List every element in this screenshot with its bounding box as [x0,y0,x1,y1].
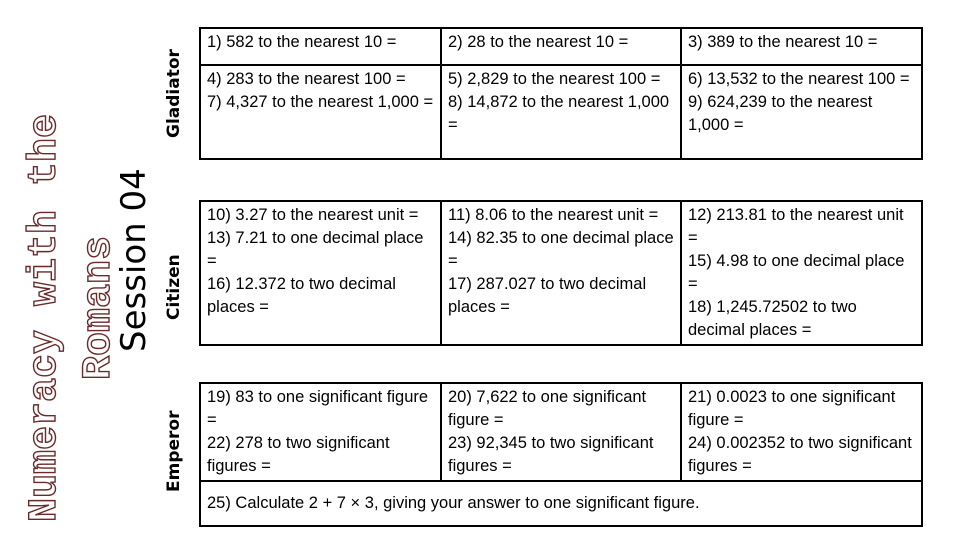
question-cell [681,383,922,481]
question-19: 19) 83 to one significant figure = [207,388,429,429]
question-11: 11) 8.06 to the nearest unit = [448,206,659,224]
question-9: 9) 624,239 to the nearest 1,000 = [688,93,873,134]
emperor-question-table [199,382,923,527]
question-14: 14) 82.35 to one decimal place = [448,229,674,270]
question-cell [681,201,922,345]
level-label-citizen: Citizen [164,254,184,320]
question-cell [441,28,681,65]
question-cell [200,65,441,159]
question-cell [681,65,922,159]
question-cell [200,28,441,65]
question-24: 24) 0.002352 to two significant figures = [688,434,912,475]
question-4: 4) 283 to the nearest 100 = [207,70,406,88]
question-cell [441,65,681,159]
level-label-emperor: Emperor [164,410,184,492]
lesson-title-line2: Romans [77,235,122,380]
question-21: 21) 0.0023 to one significant figure = [688,388,896,429]
question-22: 22) 278 to two significant figures = [207,434,390,475]
session-label: Session 04 [114,168,154,352]
table-row [200,383,922,481]
question-7: 7) 4,327 to the nearest 1,000 = [207,93,434,111]
question-cell [200,481,922,526]
lesson-title-line1: Numeracy with the [23,113,68,522]
question-1: 1) 582 to the nearest 10 = [207,33,397,51]
question-13: 13) 7.21 to one decimal place = [207,229,424,270]
table-row [200,201,922,345]
question-6: 6) 13,532 to the nearest 100 = [688,70,910,88]
question-cell [441,201,681,345]
question-cell [200,201,441,345]
question-3: 3) 389 to the nearest 10 = [688,33,878,51]
question-15: 15) 4.98 to one decimal place = [688,252,905,293]
gladiator-question-table [199,27,923,160]
question-18: 18) 1,245.72502 to two decimal places = [688,298,857,339]
question-5: 5) 2,829 to the nearest 100 = [448,70,661,88]
citizen-question-table [199,200,923,346]
table-row [200,65,922,159]
question-8: 8) 14,872 to the nearest 1,000 = [448,93,670,134]
question-2: 2) 28 to the nearest 10 = [448,33,629,51]
table-row [200,28,922,65]
question-10: 10) 3.27 to the nearest unit = [207,206,419,224]
question-16: 16) 12.372 to two decimal places = [207,275,396,316]
question-12: 12) 213.81 to the nearest unit = [688,206,904,247]
level-label-gladiator: Gladiator [164,49,184,138]
question-17: 17) 287.027 to two decimal places = [448,275,647,316]
question-cell [681,28,922,65]
question-cell [200,383,441,481]
question-20: 20) 7,622 to one significant figure = [448,388,647,429]
question-25: 25) Calculate 2 + 7 × 3, giving your answer to one significant figure. [207,494,700,512]
question-23: 23) 92,345 to two significant figures = [448,434,654,475]
table-row [200,481,922,526]
question-cell [441,383,681,481]
